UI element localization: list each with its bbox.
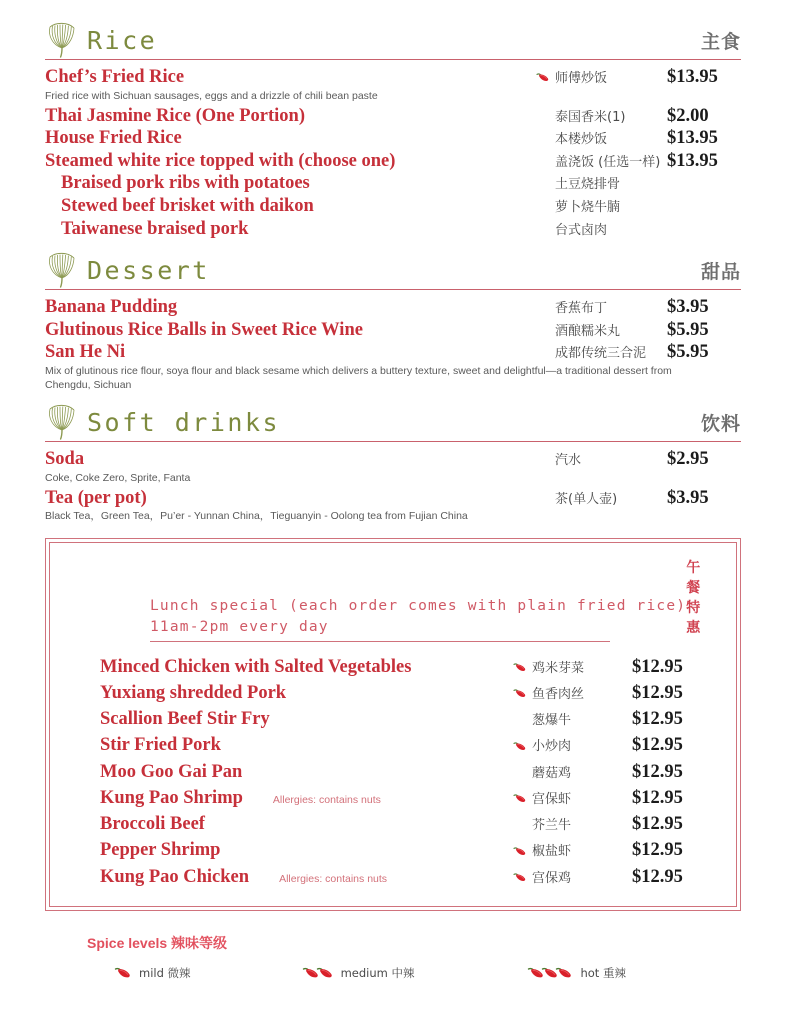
lunch-item-price: $12.95 (632, 814, 683, 835)
menu-section-dessert (45, 244, 741, 392)
menu-item-description: Fried rice with Sichuan sausages, eggs and a drizzle of chili bean paste (45, 89, 378, 102)
lunch-item-price: $12.95 (632, 866, 683, 887)
menu-item-price: $13.95 (667, 150, 718, 171)
menu-item-price: $5.95 (667, 319, 709, 340)
lunch-item-price: $12.95 (632, 787, 683, 808)
lunch-item-price: $12.95 (632, 656, 683, 677)
menu-item-name-cn: 成都传统三合泥 (555, 346, 647, 362)
section-title-chinese: 甜品 (700, 261, 741, 284)
lunch-item-row[interactable] (72, 654, 714, 680)
lunch-item-name-en: Pepper Shrimp (100, 840, 221, 861)
menu-item-description: Black Tea，Green Tea，Pu’er - Yunnan China，Tieguanyin - Oolong tea from Fujian China (45, 510, 468, 523)
menu-section-soft-drinks (45, 396, 741, 523)
menu-item-name-en: Taiwanese braised pork (61, 218, 249, 239)
menu-item-price: $3.95 (667, 487, 709, 508)
spice-level-item (113, 965, 191, 981)
menu-item-price: $3.95 (667, 297, 709, 318)
spice-levels-legend (45, 933, 741, 981)
menu-item-row[interactable] (45, 448, 741, 471)
spice-level-label: hot 重辣 (580, 966, 626, 980)
lunch-item-price: $12.95 (632, 840, 683, 861)
lunch-item-row[interactable] (72, 706, 714, 732)
lunch-item-name-cn: 小炒肉 (532, 739, 572, 755)
lunch-item-row[interactable] (72, 680, 714, 706)
menu-item-row[interactable] (45, 127, 741, 150)
section-divider (45, 289, 741, 290)
lunch-special-items (72, 654, 714, 890)
chili-icon-group (526, 966, 573, 980)
menu-sections (45, 14, 741, 524)
lunch-special-title-chinese: 午餐特惠 (686, 559, 701, 636)
section-title-chinese: 主食 (700, 31, 741, 53)
spice-indicator (498, 72, 555, 83)
section-divider (45, 441, 741, 442)
lunch-special-inner-border (49, 542, 737, 907)
ginkgo-leaf-icon (45, 400, 79, 440)
spice-levels (45, 933, 741, 981)
menu-item-name-en: Steamed white rice topped with (choose one) (45, 150, 396, 171)
section-divider (45, 59, 741, 60)
spice-indicator (475, 688, 532, 699)
lunch-item-name-en: Yuxiang shredded Pork (100, 682, 287, 703)
lunch-item-row[interactable] (72, 811, 714, 837)
lunch-item-name-cn: 椒盐虾 (532, 844, 572, 860)
menu-item-row[interactable] (45, 341, 741, 364)
section-title-chinese: 饮料 (700, 413, 741, 436)
menu-item-row[interactable] (45, 150, 741, 173)
lunch-special-divider (150, 641, 610, 642)
lunch-item-name-en: Kung Pao Shrimp (100, 787, 243, 808)
section-header-rice (45, 14, 741, 58)
lunch-special-outer-border (45, 538, 741, 911)
menu-item-name-en: House Fried Rice (45, 128, 182, 149)
menu-item-price: $5.95 (667, 342, 709, 363)
lunch-item-row[interactable] (72, 732, 714, 758)
section-header-dessert (45, 244, 741, 288)
lunch-item-row[interactable] (72, 837, 714, 863)
menu-item-name-cn: 盖浇饭 (任选一样) (555, 154, 661, 170)
spice-level-label: medium 中辣 (340, 966, 415, 980)
section-title: Rice (87, 26, 158, 55)
lunch-item-name-en: Scallion Beef Stir Fry (100, 709, 270, 730)
menu-item-price: $13.95 (667, 67, 718, 87)
chili-icon-group (113, 966, 132, 980)
lunch-special-header (72, 557, 714, 638)
menu-item-row[interactable] (45, 319, 741, 342)
spice-level-item (301, 965, 415, 981)
lunch-item-allergy-note: Allergies: contains nuts (279, 872, 388, 885)
lunch-item-name-cn: 鱼香肉丝 (532, 686, 585, 702)
lunch-item-name-cn: 葱爆牛 (532, 713, 572, 729)
section-title: Soft drinks (87, 408, 281, 438)
menu-item-row[interactable] (45, 195, 741, 218)
menu-item-row[interactable] (45, 66, 741, 89)
section-header-soft-drinks (45, 396, 741, 440)
menu-item-price: $2.95 (667, 449, 709, 470)
lunch-special-title-line1: Lunch special (each order comes with plain fried rice) (150, 597, 687, 614)
menu-item-name-en: Thai Jasmine Rice (One Portion) (45, 105, 306, 126)
menu-item-name-en: Glutinous Rice Balls in Sweet Rice Wine (45, 319, 363, 340)
menu-item-row[interactable] (45, 296, 741, 319)
spice-indicator (475, 846, 532, 857)
lunch-item-price: $12.95 (632, 761, 683, 782)
lunch-item-row[interactable] (72, 864, 714, 890)
menu-item-name-en: Soda (45, 449, 85, 470)
lunch-special-title (150, 596, 686, 638)
menu-item-row[interactable] (45, 487, 741, 510)
spice-levels-title: Spice levels 辣味等级 (87, 935, 228, 951)
lunch-item-row[interactable] (72, 785, 714, 811)
lunch-item-row[interactable] (72, 759, 714, 785)
spice-levels-row (87, 965, 741, 981)
lunch-item-name-cn: 芥兰牛 (532, 818, 572, 834)
menu-item-name-en: Stewed beef brisket with daikon (61, 195, 314, 216)
menu-item-name-cn: 酒酿糯米丸 (555, 323, 621, 339)
ginkgo-leaf-icon (45, 248, 79, 288)
menu-item-description: Mix of glutinous rice flour, soya flour and black sesame which delivers a buttery texture, sweet and delightful—a traditional dessert from Chengdu, Sichuan (45, 364, 672, 391)
section-title: Dessert (87, 256, 210, 286)
spice-indicator (475, 662, 532, 673)
lunch-item-name-cn: 宫保虾 (532, 791, 572, 807)
ginkgo-leaf-icon (45, 18, 79, 58)
lunch-special-box (45, 538, 741, 911)
menu-section-rice (45, 14, 741, 240)
menu-item-name-cn: 师傅炒饭 (555, 71, 608, 86)
menu-item-name-en: Chef’s Fried Rice (45, 67, 185, 87)
menu-item-name-en: San He Ni (45, 342, 126, 363)
spice-indicator (475, 872, 532, 883)
lunch-item-price: $12.95 (632, 682, 683, 703)
spice-level-label: mild 微辣 (139, 966, 191, 980)
spice-indicator (475, 741, 532, 752)
chili-icon-group (301, 966, 334, 980)
lunch-item-price: $12.95 (632, 735, 683, 756)
lunch-item-price: $12.95 (632, 709, 683, 730)
lunch-special-title-line2: 11am-2pm every day (150, 618, 329, 635)
menu-item-name-cn: 泰国香米(1) (555, 109, 626, 125)
menu-item-row[interactable] (45, 172, 741, 195)
lunch-item-name-cn: 鸡米芽菜 (532, 660, 585, 676)
menu-item-name-cn: 茶(单人壶) (555, 491, 618, 507)
menu-item-description: Coke, Coke Zero, Sprite, Fanta (45, 471, 191, 484)
menu-item-name-cn: 土豆烧排骨 (555, 177, 621, 193)
menu-item-price: $13.95 (667, 128, 718, 149)
menu-item-name-cn: 香蕉布丁 (555, 301, 608, 317)
lunch-item-name-cn: 蘑菇鸡 (532, 765, 572, 781)
menu-item-row[interactable] (45, 218, 741, 241)
menu-item-name-en: Tea (per pot) (45, 487, 147, 508)
lunch-item-name-en: Moo Goo Gai Pan (100, 761, 243, 782)
menu-item-name-cn: 汽水 (555, 453, 582, 469)
spice-indicator (475, 793, 532, 804)
lunch-item-name-en: Minced Chicken with Salted Vegetables (100, 656, 412, 677)
menu-item-row[interactable] (45, 105, 741, 128)
menu-item-name-cn: 萝卜烧牛腩 (555, 199, 621, 215)
menu-item-name-cn: 本楼炒饭 (555, 132, 608, 148)
lunch-item-name-en: Kung Pao Chicken (100, 866, 250, 887)
lunch-item-allergy-note: Allergies: contains nuts (272, 793, 381, 806)
menu-item-name-cn: 台式卤肉 (555, 222, 608, 238)
lunch-item-name-cn: 宫保鸡 (532, 870, 572, 886)
menu-item-price: $2.00 (667, 105, 709, 126)
lunch-item-name-en: Stir Fried Pork (100, 735, 221, 756)
menu-item-name-en: Banana Pudding (45, 297, 178, 318)
menu-item-name-en: Braised pork ribs with potatoes (61, 173, 310, 194)
lunch-item-name-en: Broccoli Beef (100, 814, 205, 835)
spice-level-item (526, 965, 626, 981)
